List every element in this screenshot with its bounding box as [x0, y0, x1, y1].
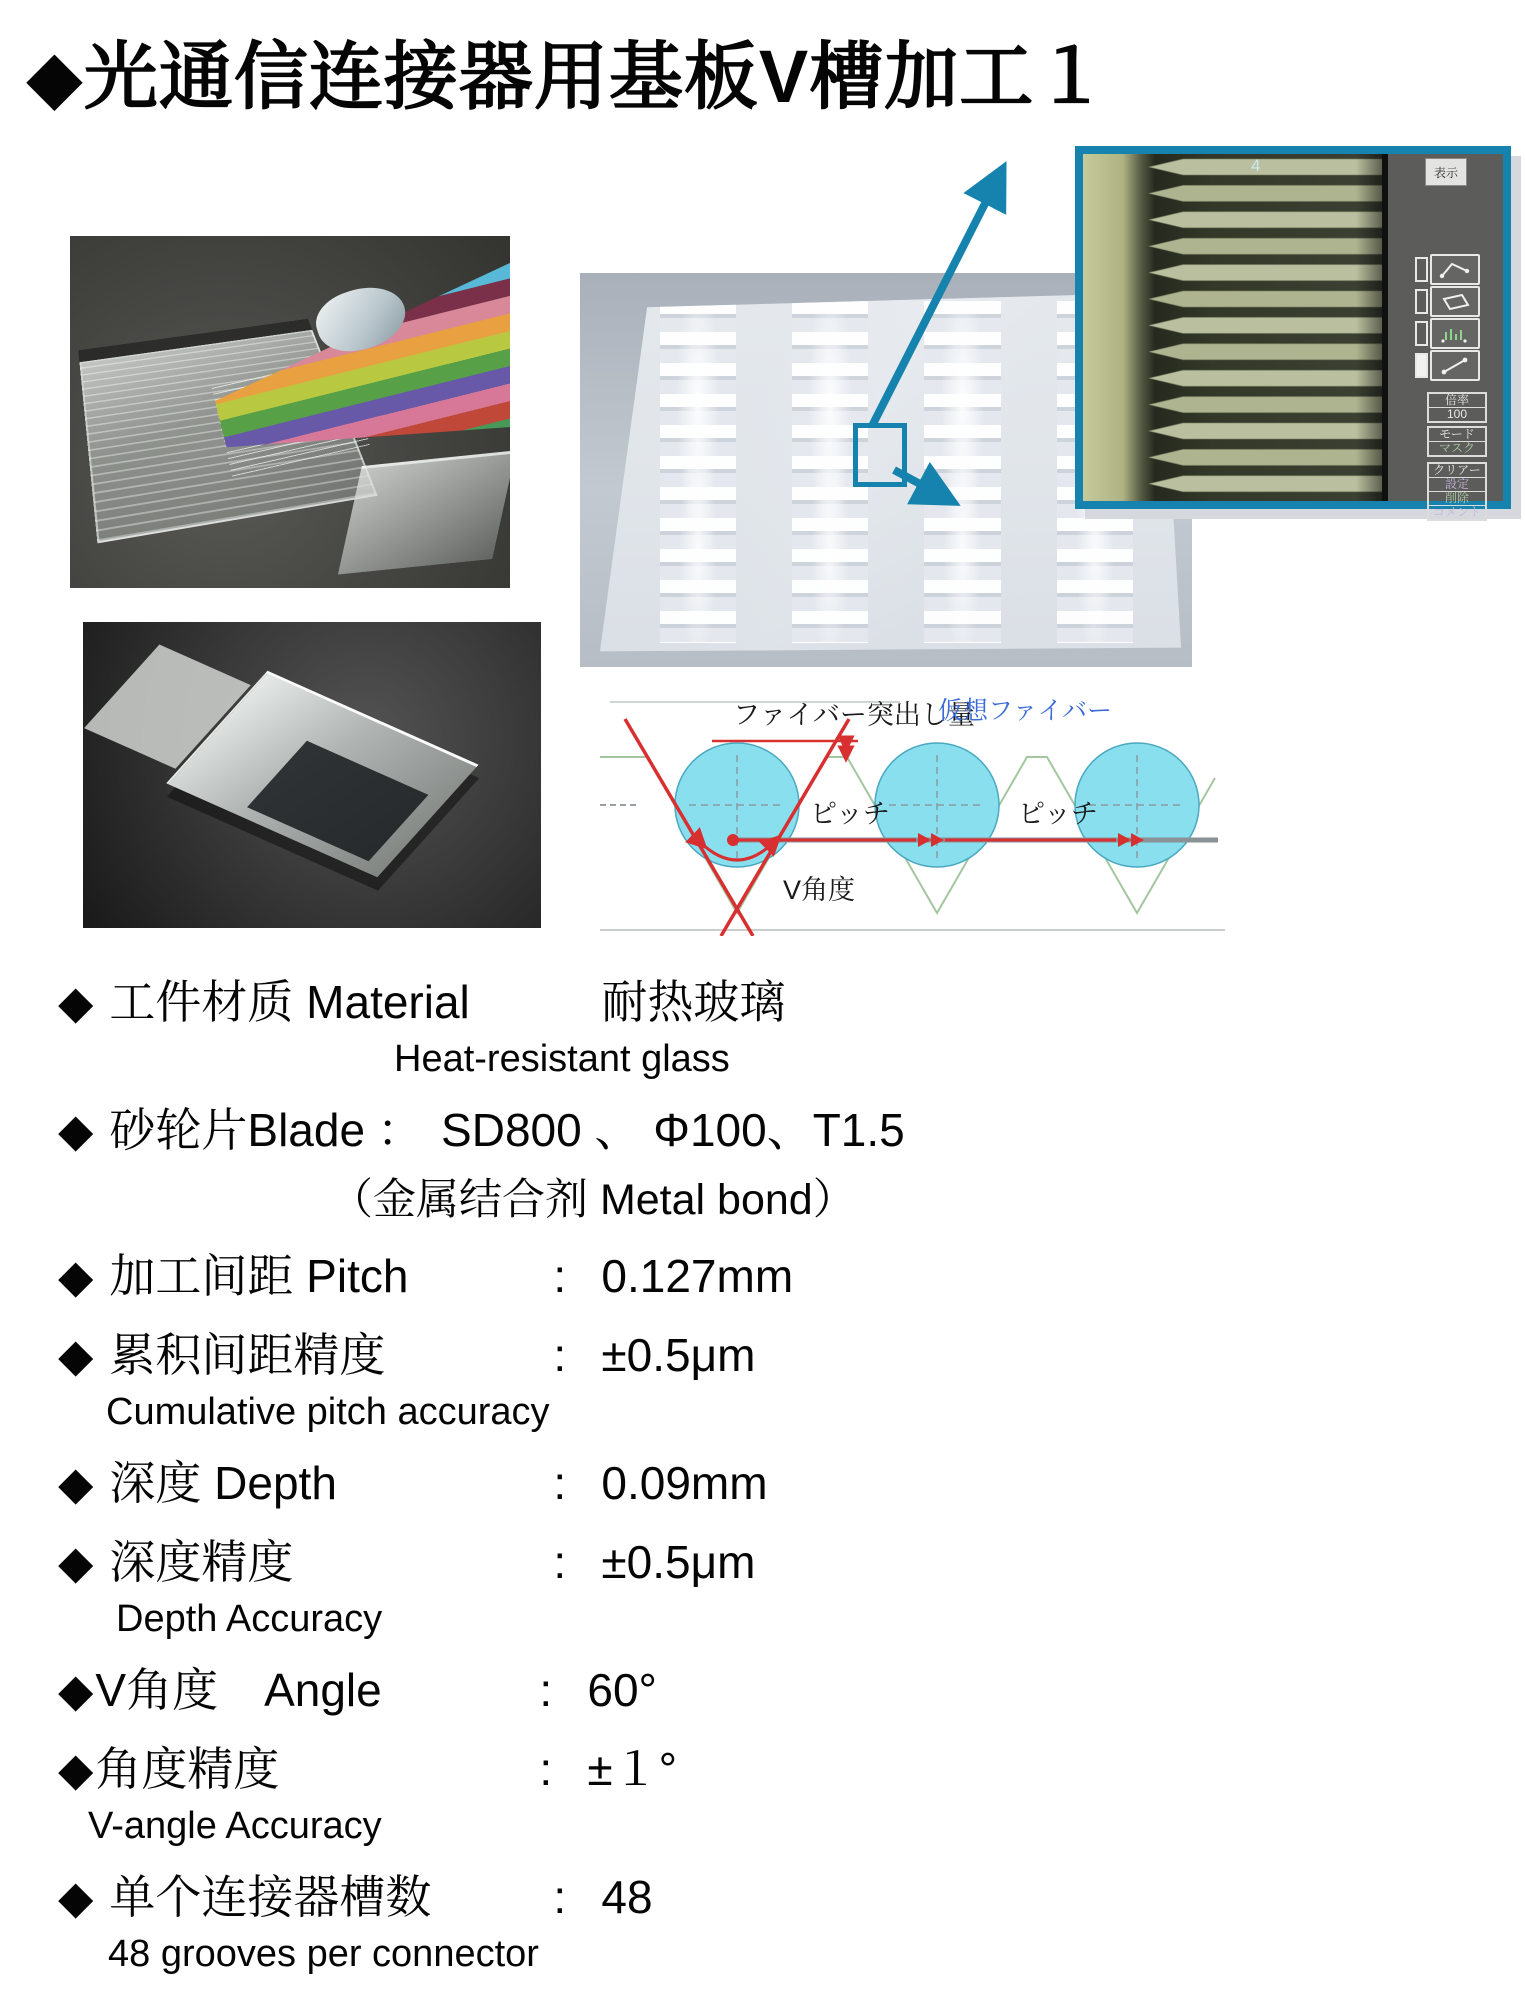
magnification-value: 100 [1429, 407, 1485, 421]
spec-value: ±0.5μm [601, 1536, 756, 1588]
diamond-bullet: ◆ [58, 1664, 94, 1716]
photo-glass-chip [83, 622, 541, 928]
spec-list [58, 966, 1498, 1989]
mode-label: モード [1439, 428, 1475, 441]
glass-chip [166, 670, 478, 876]
spec-row [58, 1861, 1498, 1976]
spec-value: 0.127mm [601, 1250, 794, 1302]
spec-colon: : [553, 1536, 567, 1588]
spec-subtext: 48 grooves per connector [108, 1933, 539, 1975]
actions-box [1427, 462, 1487, 521]
spec-colon: : [553, 1457, 567, 1509]
mode-value: マスク [1429, 441, 1485, 455]
diamond-bullet: ◆ [58, 1457, 94, 1509]
image-shade [1356, 154, 1382, 501]
spec-subtext: V-angle Accuracy [88, 1805, 382, 1847]
diamond-bullet: ◆ [58, 1250, 94, 1302]
groove-index-label: 4 [1251, 156, 1261, 175]
spec-label: 角度精度 [95, 1743, 280, 1795]
polygon-measure-icon[interactable] [1430, 286, 1480, 317]
spec-value: 0.09mm [601, 1457, 768, 1509]
spec-value: ±１° [587, 1743, 678, 1795]
spec-row [58, 1319, 1498, 1434]
tool-select-tick [1415, 257, 1428, 282]
tool-select-tick [1415, 321, 1428, 346]
magnification-label: 倍率 [1444, 394, 1469, 407]
settings-button[interactable]: 設定 [1429, 477, 1485, 491]
spec-colon: : [539, 1743, 553, 1795]
tool-select-tick-active [1415, 353, 1428, 378]
diamond-bullet: ◆ [58, 1104, 94, 1156]
vgroove-ridges [1083, 154, 1382, 501]
vgroove-schematic [600, 693, 1225, 936]
glass-block-edge [338, 451, 510, 575]
spec-subtext: （金属结合剂 Metal bond） [330, 1176, 856, 1224]
tool-row [1388, 254, 1503, 282]
angle-measure-icon[interactable] [1430, 254, 1480, 285]
spec-subtext: Depth Accuracy [116, 1598, 383, 1640]
spec-label: 工件材质 Material [109, 976, 470, 1028]
spec-colon: : [553, 1329, 567, 1381]
profile-measure-icon[interactable] [1430, 318, 1480, 349]
spec-row [58, 1447, 1498, 1513]
spec-label: 累积间距精度 [109, 1329, 386, 1381]
microscope-ui-panel [1388, 154, 1503, 519]
spec-value: ±0.5μm [601, 1329, 756, 1381]
photo-fiber-block [70, 236, 510, 588]
diamond-bullet: ◆ [58, 1329, 94, 1381]
pitch-label-right: ピッチ [1018, 799, 1098, 829]
page-title: ◆光通信连接器用基板V槽加工１ [26, 35, 1110, 118]
spec-value: SD800 、 Φ100、T1.5 [441, 1104, 905, 1156]
glass-chip-facet-light [84, 644, 251, 769]
spec-colon: : [539, 1664, 553, 1716]
spec-subtext: Cumulative pitch accuracy [106, 1391, 550, 1433]
groove-array-column [924, 301, 1000, 643]
comment-button[interactable]: コメント [1429, 505, 1485, 519]
mode-box [1427, 426, 1487, 457]
diamond-bullet: ◆ [58, 1871, 94, 1923]
line-measure-icon[interactable] [1430, 350, 1480, 381]
spec-value: 耐热玻璃 [601, 976, 786, 1028]
spec-colon: : [553, 1871, 567, 1923]
spec-row [58, 1240, 1498, 1306]
glass-chip-facet-dark [247, 740, 428, 860]
v-angle-label: V角度 [783, 875, 856, 905]
spec-label: 砂轮片Blade [109, 1104, 366, 1156]
tool-row [1388, 318, 1503, 346]
tool-row [1388, 286, 1503, 314]
spec-row [58, 966, 1498, 1081]
spec-subtext: Heat-resistant glass [394, 1038, 730, 1080]
spec-label: 单个连接器槽数 [109, 1871, 432, 1923]
spec-value: 48 [601, 1871, 653, 1923]
microscope-inset [1075, 146, 1511, 519]
diamond-bullet: ◆ [58, 976, 94, 1028]
spec-colon: : [553, 1250, 567, 1302]
delete-button[interactable]: 削除 [1429, 491, 1485, 505]
pitch-label-left: ピッチ [810, 799, 890, 829]
clear-button[interactable]: クリアー [1433, 464, 1481, 477]
spec-label: V角度 Angle [95, 1664, 382, 1716]
diamond-bullet: ◆ [58, 1743, 94, 1795]
spec-value: 60° [587, 1664, 657, 1716]
spec-row [58, 1733, 1498, 1848]
spec-label: 加工间距 Pitch [109, 1250, 409, 1302]
spec-row [58, 1526, 1498, 1641]
magnification-box [1427, 392, 1487, 423]
spec-label: 深度 Depth [109, 1457, 337, 1509]
spec-label: 深度精度 [109, 1536, 294, 1588]
groove-array-column [660, 301, 736, 643]
microscope-image [1083, 154, 1382, 501]
spec-colon: ： [377, 1104, 424, 1156]
virtual-fiber-label: 仮想ファイバー [938, 697, 1113, 725]
protrusion-label: ファイバー突出し量 [733, 700, 975, 730]
tool-select-tick [1415, 289, 1428, 314]
spec-row [58, 1094, 1498, 1227]
display-button[interactable]: 表示 [1425, 158, 1467, 186]
tool-row [1388, 350, 1503, 378]
diamond-bullet: ◆ [58, 1536, 94, 1588]
callout-square [853, 423, 907, 487]
spec-row [58, 1654, 1498, 1720]
